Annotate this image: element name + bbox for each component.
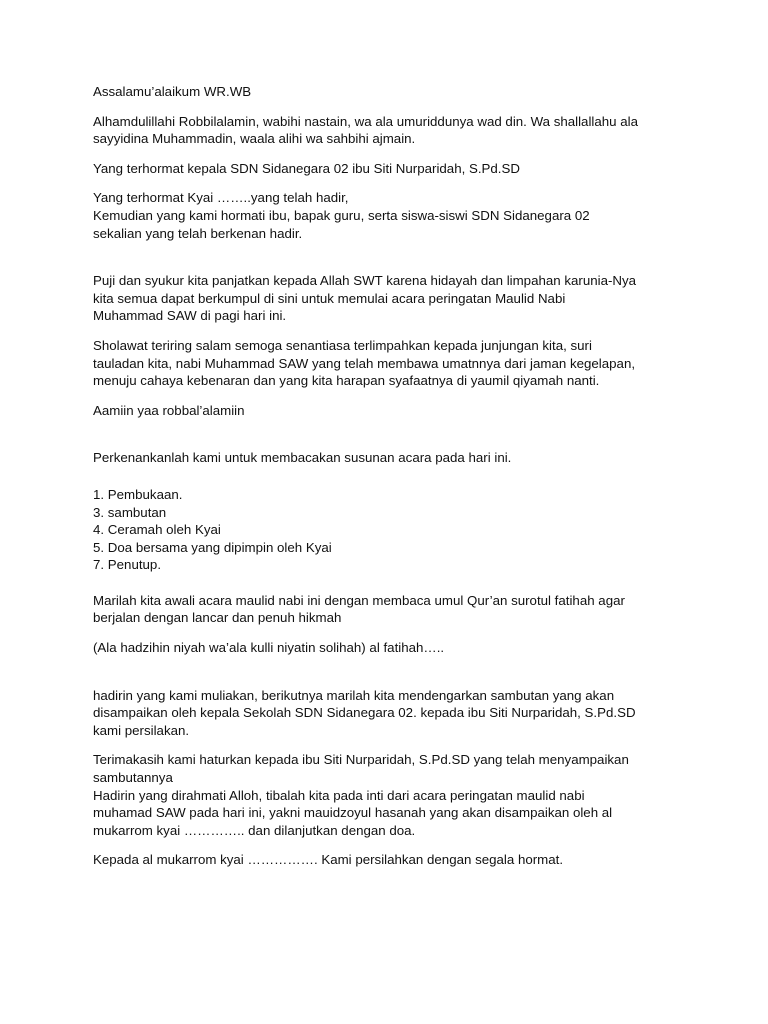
puji-line: Muhammad SAW di pagi hari ini. [93,308,287,324]
alhamdulillah-line: sayyidina Muhammadin, waala alihi wa sahbihi ajmain. [93,131,416,147]
aamiin-line: Aamiin yaa robbal’alamiin [93,402,245,418]
kyai-paragraph [93,189,693,242]
agenda-item: 7. Penutup. [93,557,162,573]
kepala-line: Yang terhormat kepala SDN Sidanegara 02 ibu Siti Nurparidah, S.Pd.SD [93,160,520,176]
marilah-paragraph [93,592,693,627]
agenda-item: 1. Pembukaan. [93,486,183,502]
hadirin-line: hadirin yang kami muliakan, berikutnya marilah kita mendengarkan sambutan yang akan [93,687,615,703]
alhamdulillah-paragraph [93,113,693,148]
kepada-line: Kepada al mukarrom kyai ……………. Kami persilahkan dengan segala hormat. [93,852,564,868]
marilah-line: berjalan dengan lancar dan penuh hikmah [93,610,342,626]
hadirin-line: disampaikan oleh kepala Sekolah SDN Sidanegara 02. kepada ibu Siti Nurparidah, S.Pd.SD [93,705,636,721]
terimakasih-line: Hadirin yang dirahmati Alloh, tibalah kita pada inti dari acara peringatan maulid nabi [93,787,585,803]
agenda-item: 4. Ceramah oleh Kyai [93,522,221,538]
aamiin-paragraph [93,402,693,420]
kyai-line: sekalian yang telah berkenan hadir. [93,225,303,241]
alhamdulillah-line: Alhamdulillahi Robbilalamin, wabihi nastain, wa ala umuriddunya wad din. Wa shallallahu ala [93,113,638,129]
kepada-paragraph [93,851,693,869]
puji-paragraph [93,272,693,325]
greeting-text: Assalamu’alaikum WR.WB [93,84,252,99]
sholawat-line: Sholawat teriring salam semoga senantiasa terlimpahkan kepada junjungan kita, suri [93,337,592,353]
perkenankan-line: Perkenankanlah kami untuk membacakan susunan acara pada hari ini. [93,450,512,466]
terimakasih-line: sambutannya [93,770,173,786]
kyai-line: Yang terhormat Kyai ……..yang telah hadir, [93,190,349,206]
fatihah-paragraph [93,639,693,657]
terimakasih-line: mukarrom kyai ………….. dan dilanjutkan dengan doa. [93,822,416,838]
kepala-paragraph [93,160,693,178]
puji-line: kita semua dapat berkumpul di sini untuk memulai acara peringatan Maulid Nabi [93,290,566,306]
puji-line: Puji dan syukur kita panjatkan kepada Allah SWT karena hidayah dan limpahan karunia-Nya [93,273,637,289]
hadirin-paragraph [93,687,693,740]
greeting-paragraph [93,83,693,101]
agenda-item: 5. Doa bersama yang dipimpin oleh Kyai [93,539,332,555]
marilah-line: Marilah kita awali acara maulid nabi ini dengan membaca umul Qur’an surotul fatihah agar [93,592,625,608]
sholawat-line: tauladan kita, nabi Muhammad SAW yang telah membawa umatnnya dari jaman kegelapan, [93,355,636,371]
fatihah-line: (Ala hadzihin niyah wa’ala kulli niyatin solihah) al fatihah….. [93,640,445,656]
terimakasih-paragraph [93,751,693,839]
document-page [93,83,693,869]
sholawat-paragraph [93,337,693,390]
sholawat-line: menuju cahaya kebenaran dan yang kita harapan syafaatnya di yaumil qiyamah nanti. [93,373,600,389]
hadirin-line: kami persilakan. [93,722,190,738]
terimakasih-line: Terimakasih kami haturkan kepada ibu Siti Nurparidah, S.Pd.SD yang telah menyampaikan [93,752,629,768]
agenda-item: 3. sambutan [93,504,167,520]
agenda-list [93,486,693,574]
kyai-line: Kemudian yang kami hormati ibu, bapak guru, serta siswa-siswi SDN Sidanegara 02 [93,207,590,223]
perkenankan-paragraph [93,449,693,467]
terimakasih-line: muhamad SAW pada hari ini, yakni mauidzoyul hasanah yang akan disampaikan oleh al [93,805,613,821]
